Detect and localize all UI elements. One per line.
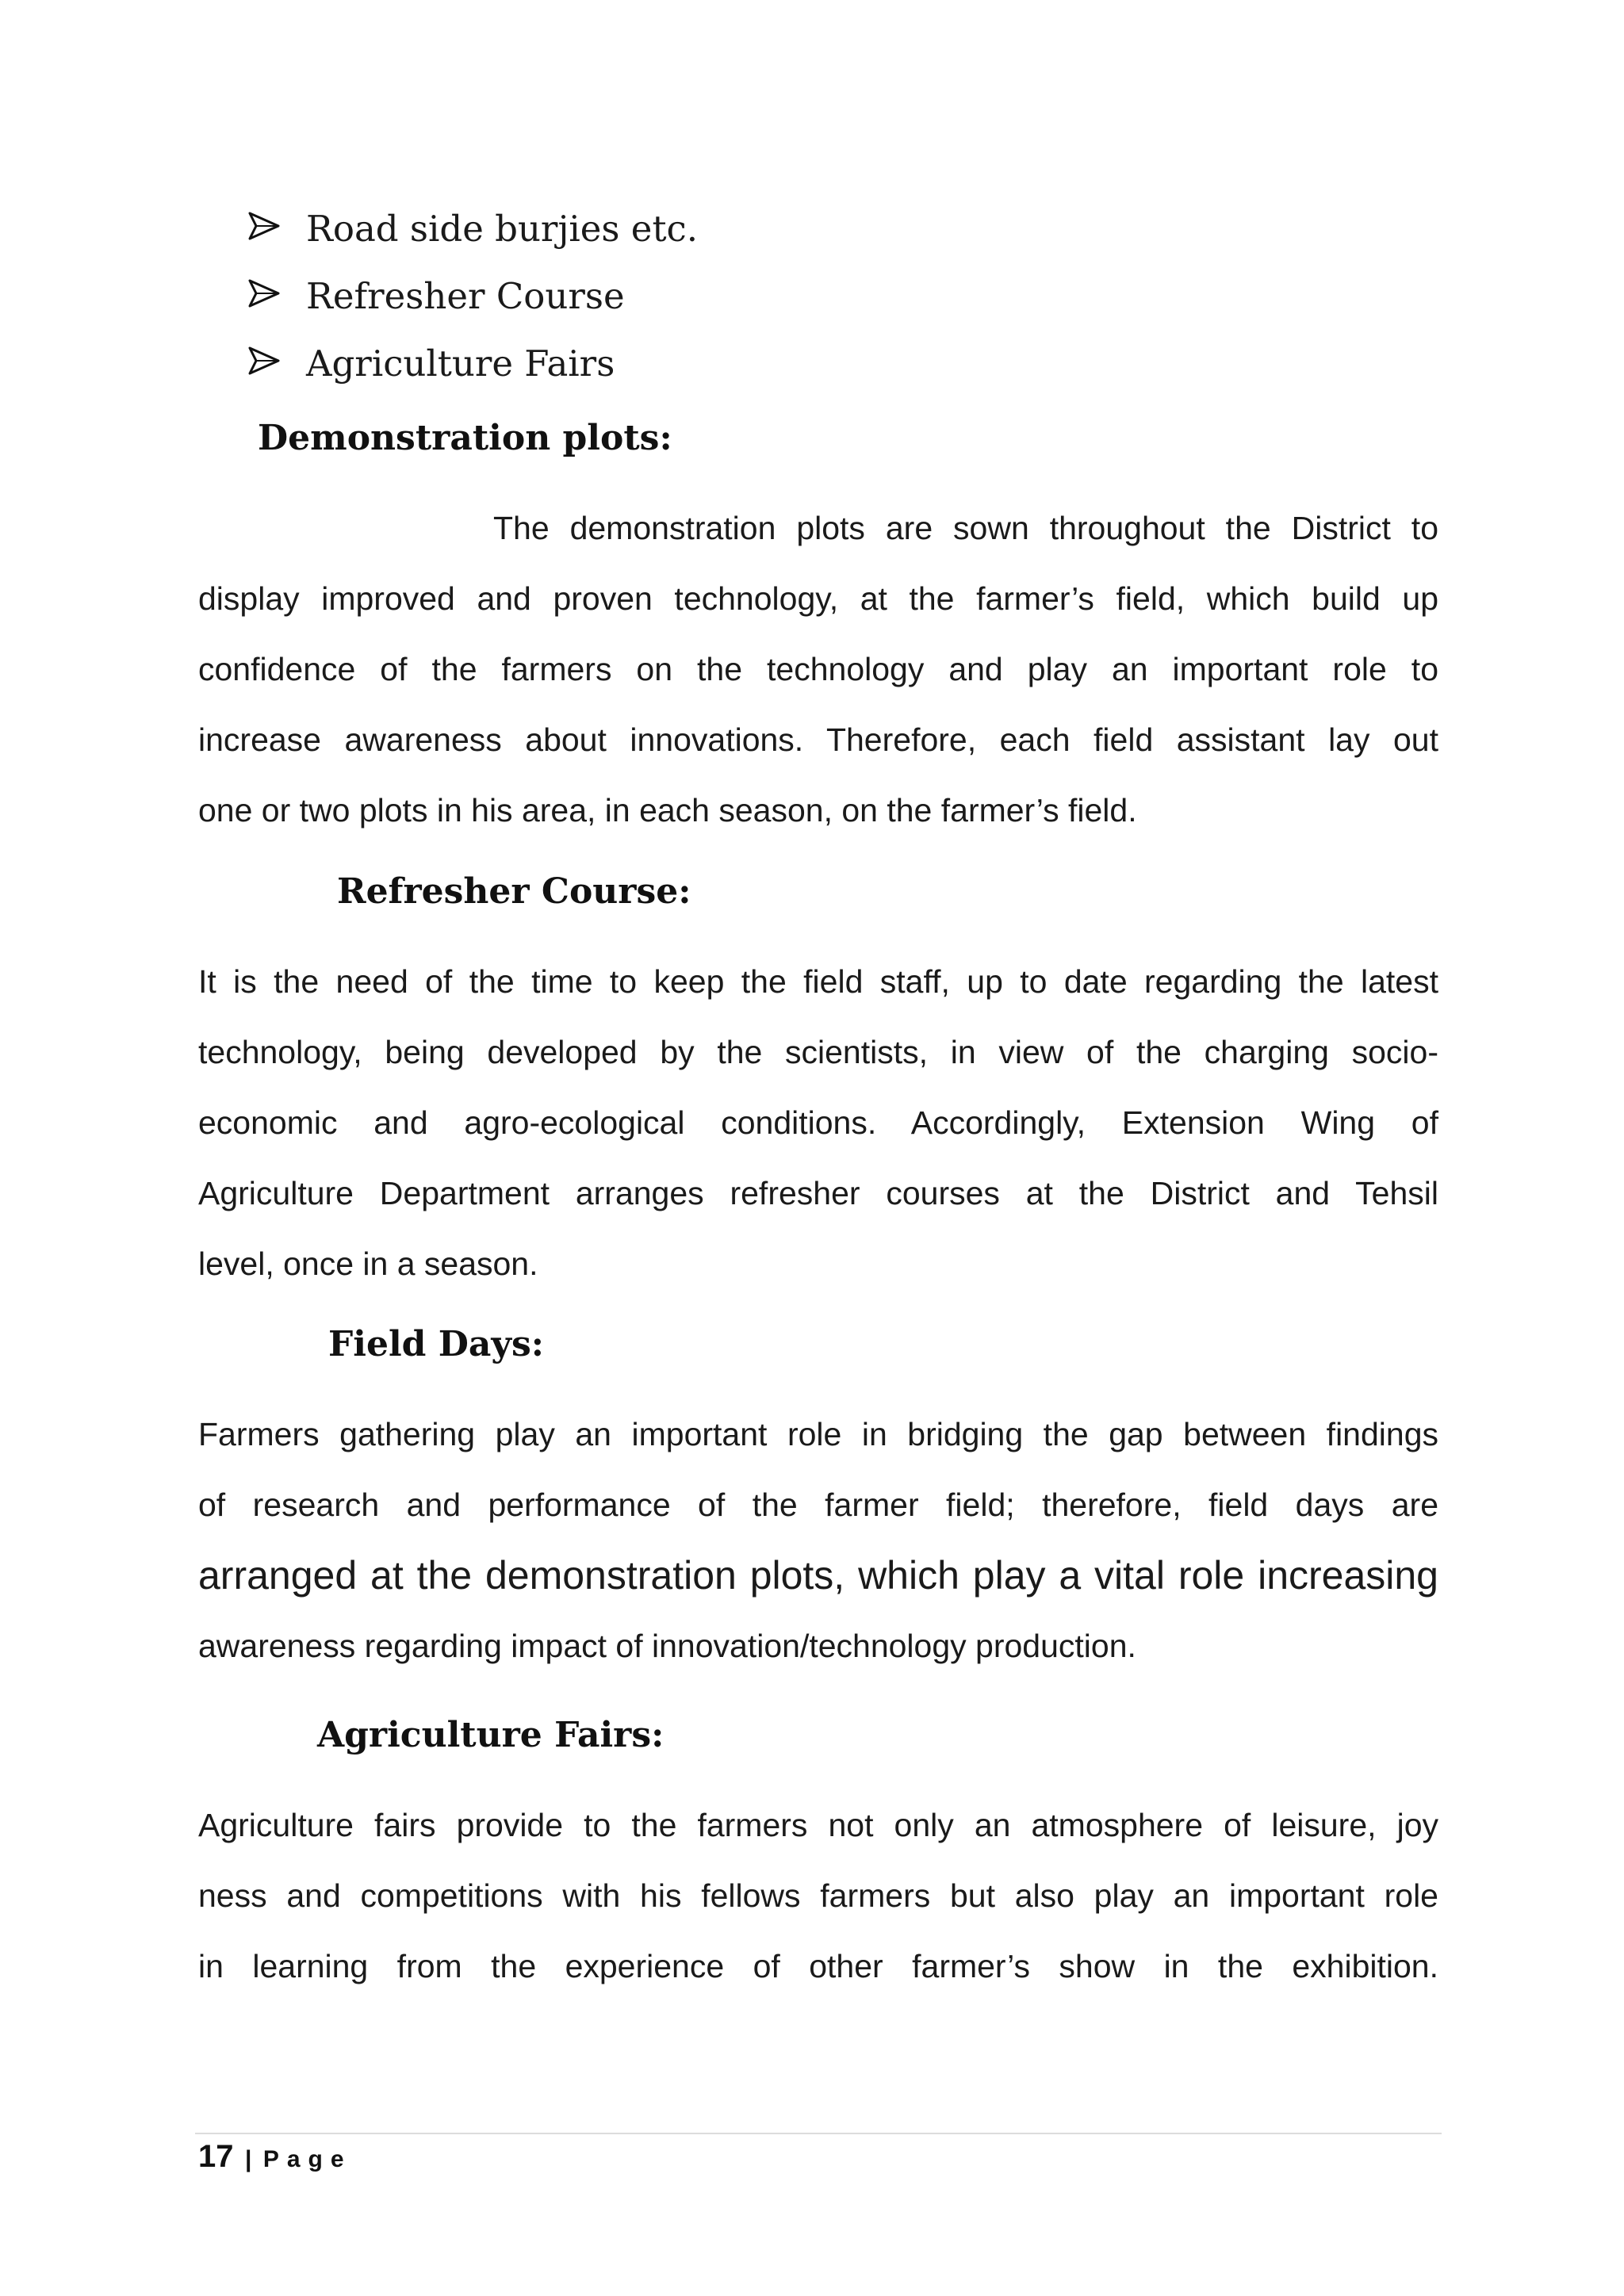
paragraph-line: The demonstration plots are sown throughout the District to (493, 510, 1438, 546)
section-heading-agriculture-fairs: Agriculture Fairs: (317, 1715, 665, 1755)
bullet-item (247, 262, 698, 330)
footer-divider (195, 2133, 1442, 2134)
paragraph-line: display improved and proven technology, at the farmer’s field, which build up (198, 580, 1438, 617)
page-footer (198, 2139, 352, 2175)
paragraph-line: Agriculture Department arranges refresher courses at the District and Tehsil (198, 1175, 1438, 1211)
paragraph-line: increase awareness about innovations. Therefore, each field assistant lay out (198, 721, 1438, 758)
bullet-text: Agriculture Fairs (306, 342, 615, 385)
paragraph-line: one or two plots in his area, in each season, on the farmer’s field. (198, 792, 1137, 828)
paragraph-line: technology, being developed by the scientists, in view of the charging socio- (198, 1034, 1438, 1070)
section-heading-demonstration: Demonstration plots: (258, 418, 672, 458)
paragraph-line: of research and performance of the farmer field; therefore, field days are (198, 1487, 1438, 1523)
page-number: 17 (198, 2139, 234, 2174)
bullet-text: Refresher Course (306, 275, 625, 317)
arrowhead-bullet-icon (247, 210, 297, 248)
bullet-text: Road side burjies etc. (306, 208, 699, 250)
paragraph-line: economic and agro-ecological conditions. Accordingly, Extension Wing of (198, 1104, 1438, 1141)
paragraph-line: Agriculture fairs provide to the farmers not only an atmosphere of leisure, joy (198, 1807, 1438, 1843)
paragraph-line: in learning from the experience of other farmer’s show in the exhibition. (198, 1948, 1438, 1984)
paragraph-demonstration (198, 493, 1438, 846)
paragraph-line: Farmers gathering play an important role in bridging the gap between findings (198, 1416, 1438, 1452)
paragraph-line: awareness regarding impact of innovation/technology production. (198, 1628, 1136, 1664)
bullet-list (247, 195, 698, 397)
paragraph-field-days (198, 1399, 1438, 1682)
paragraph-refresher (198, 947, 1438, 1299)
arrowhead-bullet-icon (247, 277, 297, 316)
paragraph-agriculture-fairs (198, 1790, 1438, 2002)
section-heading-field-days: Field Days: (328, 1324, 544, 1364)
paragraph-line: ness and competitions with his fellows farmers but also play an important role (198, 1877, 1438, 1914)
arrowhead-bullet-icon (247, 345, 297, 383)
paragraph-line: level, once in a season. (198, 1246, 538, 1282)
paragraph-line: arranged at the demonstration plots, which play a vital role increasing (198, 1553, 1438, 1598)
bullet-item (247, 195, 698, 262)
page-label: Page (262, 2146, 352, 2172)
section-heading-refresher: Refresher Course: (337, 871, 691, 912)
footer-separator: | (244, 2146, 252, 2172)
bullet-item (247, 330, 698, 397)
paragraph-line: It is the need of the time to keep the field staff, up to date regarding the latest (198, 963, 1438, 1000)
paragraph-line: confidence of the farmers on the technology and play an important role to (198, 651, 1438, 687)
